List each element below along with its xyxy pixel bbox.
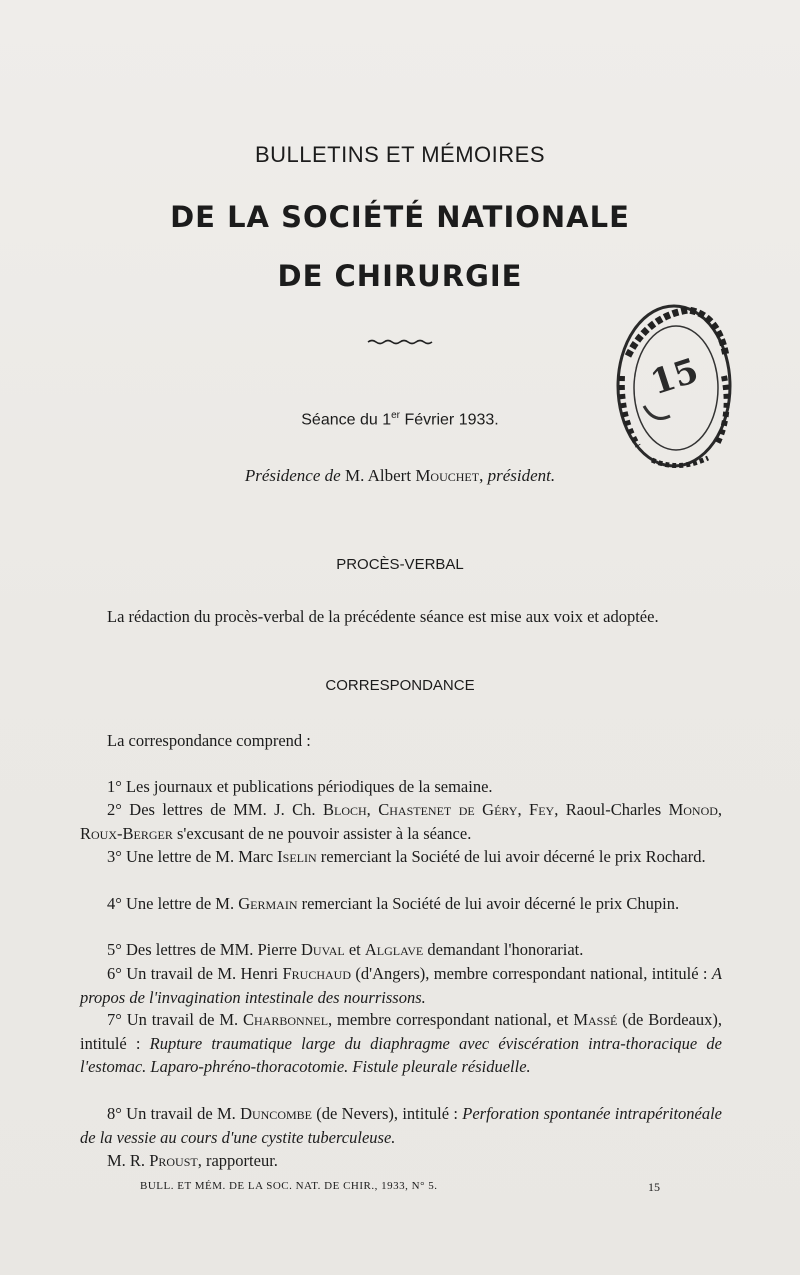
list-item-7: 7° Un travail de M. Charbonnel, membre correspondant national, et Massé (de Bordeaux), intitulé : Rupture traumatique large du diaphragme avec éviscération intra-thoracique de l'estomac. Laparo-phréno-thoracotomie. Fistule pleurale résiduelle. <box>80 1010 722 1076</box>
list-item-8: 8° Un travail de M. Duncombe (de Nevers), intitulé : Perforation spontanée intrapéritonéale de la vessie au cours d'une cystite tuberculeuse. <box>80 1104 723 1147</box>
list-item-3: 3° Une lettre de M. Marc Iselin remerciant la Société de lui avoir décerné le prix Rochard. <box>107 847 706 866</box>
list-item-5: 5° Des lettres de MM. Pierre Duval et Alglave demandant l'honorariat. <box>107 940 584 959</box>
journal-title-line1: BULLETINS ET MÉMOIRES <box>254 142 546 167</box>
paragraph-correspondance-intro: La correspondance comprend : <box>107 731 311 750</box>
list-item-2: 2° Des lettres de MM. J. Ch. Bloch, Chastenet de Géry, Fey, Raoul-Charles Monod, Roux-Berger s'excusant de ne pouvoir assister à la séance. <box>80 800 723 843</box>
ornament-divider <box>366 338 436 346</box>
session-date: Séance du 1er Février 1933. <box>301 410 499 429</box>
list-item-1: 1° Les journaux et publications périodiques de la semaine. <box>107 777 493 796</box>
list-item-4: 4° Une lettre de M. Germain remerciant la Société de lui avoir décerné le prix Chupin. <box>107 894 680 913</box>
stamp-number: 15 <box>645 350 704 404</box>
journal-title-line3: DE CHIRURGIE <box>277 259 523 293</box>
presidency-line: Présidence de M. Albert Mouchet, président. <box>244 466 556 485</box>
rapporteur-line: M. R. Proust, rapporteur. <box>107 1151 278 1170</box>
footer-reference: BULL. ET MÉM. DE LA SOC. NAT. DE CHIR., 1933, N° 5. <box>140 1180 438 1192</box>
page-number: 15 <box>648 1180 660 1194</box>
list-item-6: 6° Un travail de M. Henri Fruchaud (d'Angers), membre correspondant national, intitulé : A propos de l'invagination intestinale des nourrissons. <box>80 964 722 1007</box>
journal-title-line2: DE LA SOCIÉTÉ NATIONALE <box>170 200 630 234</box>
paragraph-proces-verbal: La rédaction du procès-verbal de la précédente séance est mise aux voix et adoptée. <box>107 607 659 626</box>
section-title-correspondance: CORRESPONDANCE <box>325 677 475 694</box>
section-title-proces-verbal: PROCÈS-VERBAL <box>336 556 464 573</box>
